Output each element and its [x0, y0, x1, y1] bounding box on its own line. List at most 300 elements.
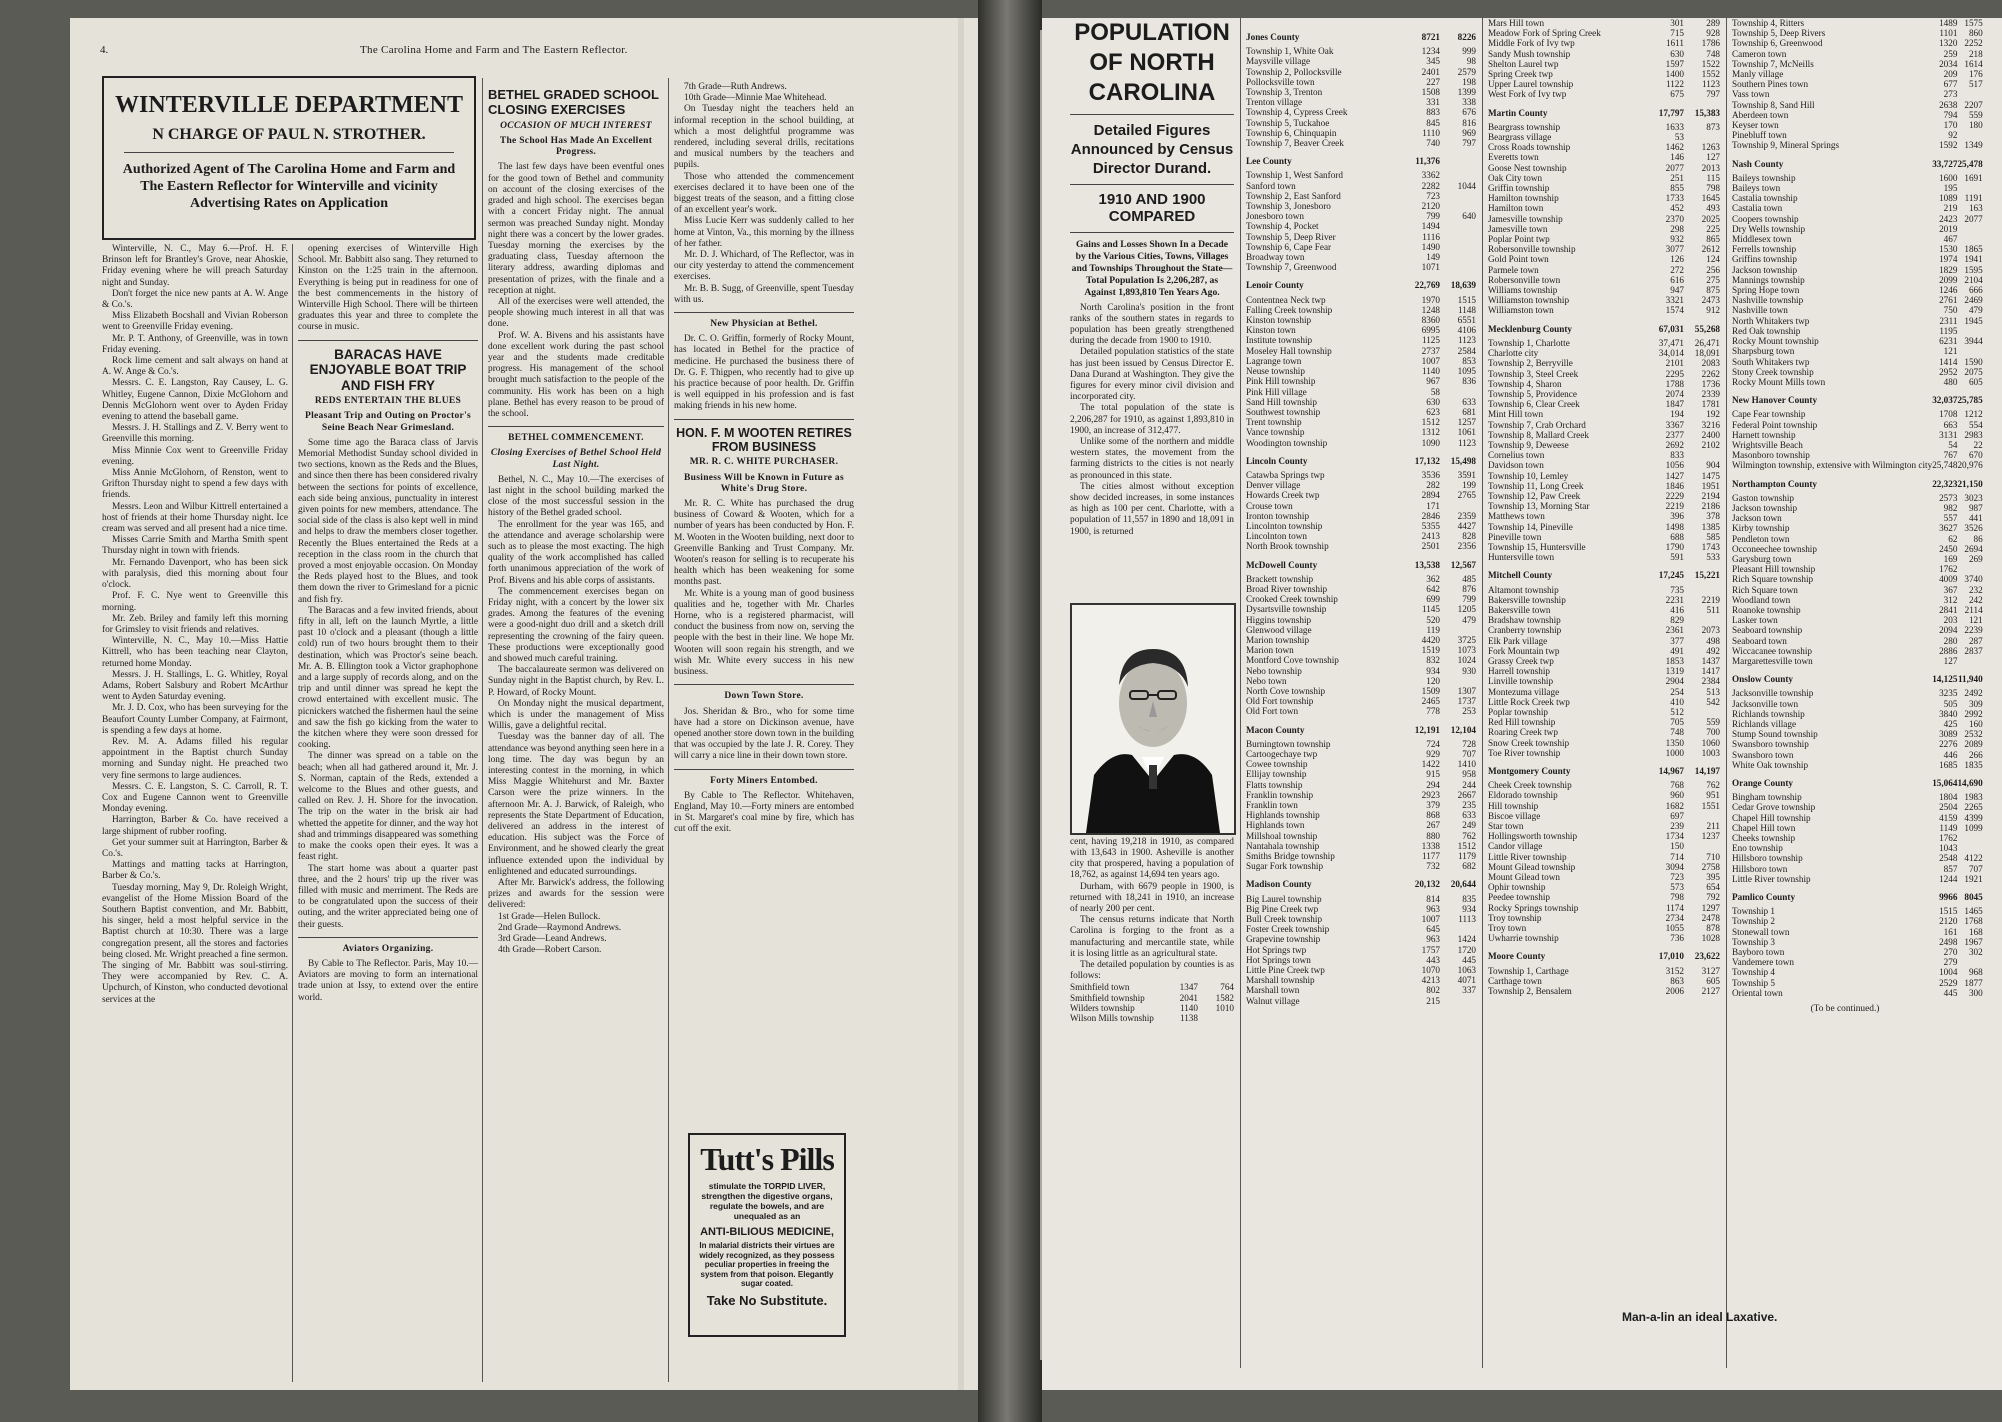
- place-name: Pleasant Hill township: [1732, 564, 1816, 575]
- pop-1910: 2101: [1665, 358, 1684, 369]
- bethel-commencement-headline: BETHEL COMMENCEMENT.: [508, 433, 644, 444]
- township-row: [1246, 107, 1476, 117]
- pop-1910: 748: [1670, 727, 1684, 738]
- pop-1910: 1110: [1422, 127, 1440, 138]
- place-name: Jones County: [1246, 32, 1300, 42]
- winterville-charge: N CHARGE OF PAUL N. STROTHER.: [152, 125, 426, 143]
- paragraph: The commencement exercises began on Friday night, with a concert by the lower six grades. Among the features of the evening were a good-night duo drill and a sketch drill representing the crowning of the fairy queen. These productions were exceptionally good and showed much careful training.: [488, 586, 664, 665]
- pop-1910: 161: [1943, 926, 1958, 937]
- pop-1910: 4213: [1421, 975, 1440, 986]
- pop-1910: 2099: [1939, 274, 1958, 285]
- pop-1900: 554: [1968, 419, 1983, 430]
- pop-1910: 829: [1670, 615, 1684, 626]
- pop-1900: 160: [1968, 719, 1983, 729]
- running-title: The Carolina Home and Farm and The Eastern Reflector.: [360, 44, 628, 56]
- pop-1910: 1494: [1421, 221, 1440, 232]
- pop-1910: 2894: [1421, 490, 1440, 501]
- pop-1910: 2006: [1665, 986, 1684, 997]
- township-row: [1488, 862, 1720, 872]
- township-row: [1246, 531, 1476, 541]
- paragraph: The dinner was spread on a table on the beach; when all had gathered around it, Mr. J. S. Norman, captain of the Reds, extended a welcome to the Blues and other guests, and called on Rev. J. H. Shore for the invocation. The trip on the water in the brisk air had whetted the appetite for dinner, and the way hot shad and trimmings disappeared was something to make the cooks open their eyes. It was a feast right.: [298, 751, 478, 863]
- place-name: Snow Creek township: [1488, 737, 1570, 748]
- pop-1910: 239: [1670, 821, 1684, 832]
- pop-1900: 1691: [1964, 172, 1983, 183]
- place-name: Nebo town: [1246, 675, 1287, 686]
- pop-1910: 814: [1426, 893, 1440, 904]
- township-row: [1246, 356, 1476, 366]
- pop-1910: 2692: [1665, 439, 1684, 450]
- place-name: Township 1, Carthage: [1488, 965, 1569, 976]
- place-name: Big Pine Creek twp: [1246, 903, 1319, 914]
- township-row: [1488, 687, 1720, 697]
- pop-1910: 3536: [1421, 469, 1440, 480]
- pop-1910: 768: [1670, 780, 1684, 791]
- pop-1900: [1440, 148, 1476, 170]
- pop-1910: 32,037: [1932, 395, 1958, 406]
- pop-1900: 958: [1462, 769, 1476, 780]
- pop-1900: 2469: [1964, 295, 1983, 306]
- pop-1910: 934: [1426, 665, 1440, 676]
- place-name: Madison County: [1246, 879, 1312, 890]
- township-row: [1246, 46, 1476, 56]
- pop-1900: 180: [1968, 120, 1983, 131]
- place-name: Township 1, West Sanford: [1246, 170, 1343, 181]
- pop-1910: 11,376: [1415, 156, 1440, 167]
- township-row: [1488, 369, 1720, 379]
- place-name: Township 6, Clear Creek: [1488, 399, 1580, 410]
- divider: [674, 419, 854, 420]
- township-row: [1488, 79, 1720, 89]
- pop-1910: 1101: [1939, 28, 1958, 39]
- place-name: Bradshaw township: [1488, 615, 1561, 626]
- pop-1910: 367: [1943, 584, 1958, 595]
- pop-1900: 1720: [1457, 944, 1476, 955]
- wooten-sub1: MR. R. C. WHITE PURCHASER.: [689, 457, 839, 468]
- place-name: Mount Gilead township: [1488, 861, 1576, 872]
- place-name: Township 15, Huntersville: [1488, 541, 1586, 552]
- pop-1900: 2025: [1701, 213, 1720, 224]
- news-item: Mr. J. D. Cox, who has been surveying for the Beaufort County Lumber Company, at Fairmont, is spending a few days at home.: [102, 703, 288, 736]
- place-name: Little River township: [1732, 873, 1811, 884]
- pop-1900: 2694: [1964, 543, 1983, 554]
- county-total-row: [1246, 148, 1476, 170]
- column-rule: [1240, 18, 1241, 1368]
- pop-1900: [1957, 833, 1982, 843]
- pop-1910: 1007: [1421, 914, 1440, 925]
- pop-1910: 58: [1430, 386, 1440, 397]
- place-name: Castalia town: [1732, 203, 1783, 214]
- place-name: Montgomery County: [1488, 766, 1571, 777]
- place-name: Old Fort town: [1246, 706, 1299, 717]
- place-name: Mitchell County: [1488, 570, 1553, 581]
- pop-1910: 254: [1670, 686, 1684, 697]
- township-row: [1488, 38, 1720, 48]
- pop-1900: 3216: [1701, 419, 1720, 430]
- township-row: [1732, 957, 1983, 967]
- township-row: [1488, 234, 1720, 244]
- pop-1900: [1957, 89, 1982, 99]
- pop-1910: 2841: [1939, 604, 1958, 615]
- pop-1900: 3127: [1701, 965, 1720, 976]
- prize-item: 4th Grade—Robert Carson.: [498, 945, 602, 956]
- township-row: [1732, 38, 1983, 48]
- pop-1910: 677: [1943, 79, 1958, 90]
- pop-1910: 1515: [1939, 906, 1958, 917]
- place-name: Star town: [1488, 821, 1524, 832]
- place-name: Marion town: [1246, 645, 1294, 656]
- pop-1910: 833: [1670, 450, 1684, 461]
- pop-1910: 1122: [1665, 79, 1684, 90]
- pop-1910: 1422: [1421, 759, 1440, 770]
- place-name: Masonboro township: [1732, 450, 1810, 461]
- pop-1900: 1865: [1964, 244, 1983, 255]
- township-row: [1488, 986, 1720, 996]
- pop-1910: 714: [1670, 851, 1684, 862]
- township-row: [1732, 130, 1983, 140]
- place-name: Rich Square town: [1732, 584, 1798, 595]
- county-total-row: [1246, 448, 1476, 470]
- pop-1900: 1060: [1701, 737, 1720, 748]
- county-total-row: [1488, 562, 1720, 584]
- place-name: Lee County: [1246, 156, 1292, 167]
- pop-1910: 1462: [1665, 142, 1684, 153]
- bethel-headline: BETHEL GRADED SCHOOL CLOSING EXERCISES: [488, 87, 659, 117]
- township-row: [1732, 947, 1983, 957]
- township-row: [1488, 338, 1720, 348]
- ad-line2: ANTI-BILIOUS MEDICINE,: [700, 1226, 834, 1238]
- pop-1910: 6231: [1939, 336, 1958, 347]
- place-name: Cameron town: [1732, 48, 1787, 59]
- township-row: [1488, 501, 1720, 511]
- paragraph: North Carolina's position in the front ranks of the southern states in regards to population has been greatly strengthened during the decade from 1900 to 1910.: [1070, 302, 1234, 347]
- place-name: Wilders township: [1070, 1002, 1135, 1013]
- divider: [674, 312, 854, 313]
- county-total-row: [1732, 471, 1983, 493]
- paragraph: The total population of the state is 2,206,287 for 1910, as against 1,893,810 in 1900, an increase of 312,477.: [1070, 403, 1234, 436]
- township-row: [1246, 780, 1476, 790]
- township-row: [1488, 183, 1720, 193]
- pop-1900: 2219: [1701, 594, 1720, 605]
- pop-1910: 929: [1426, 749, 1440, 759]
- place-name: Montford Cove township: [1246, 655, 1339, 666]
- pop-1900: 269: [1968, 553, 1983, 564]
- place-name: Williamston township: [1488, 295, 1570, 306]
- pop-1900: 1063: [1457, 965, 1476, 976]
- township-row: [1488, 244, 1720, 254]
- pop-1900: [1440, 221, 1476, 231]
- pop-1900: 969: [1462, 127, 1476, 138]
- township-row: [1732, 656, 1983, 666]
- township-row: [1246, 97, 1476, 107]
- pop-1910: 17,010: [1658, 951, 1684, 962]
- pop-1910: 505: [1943, 698, 1958, 709]
- place-name: Jamesville town: [1488, 223, 1548, 234]
- township-row: [1488, 872, 1720, 882]
- township-row: [1732, 916, 1983, 926]
- population-article-body: [1070, 303, 1234, 538]
- township-row: [1246, 170, 1476, 180]
- county-total-row: [1246, 717, 1476, 739]
- township-row: [1488, 748, 1720, 758]
- pop-1900: 4122: [1964, 853, 1983, 864]
- place-name: Southwest township: [1246, 406, 1321, 417]
- pop-1900: 1737: [1457, 696, 1476, 707]
- pop-1910: 1846: [1665, 480, 1684, 491]
- township-row: [1732, 214, 1983, 224]
- place-name: Goose Nest township: [1488, 162, 1567, 173]
- place-name: Township 12, Paw Creek: [1488, 490, 1581, 501]
- township-row: [1488, 450, 1720, 460]
- pop-1900: 1877: [1964, 977, 1983, 988]
- place-name: Montezuma village: [1488, 686, 1560, 697]
- pop-1900: [1684, 450, 1720, 460]
- place-name: Institute township: [1246, 335, 1313, 346]
- pop-1910: 1490: [1421, 241, 1440, 252]
- county-total-row: [1488, 100, 1720, 122]
- township-row: [1488, 738, 1720, 748]
- township-row: [1488, 780, 1720, 790]
- township-row: [1732, 89, 1983, 99]
- place-name: Dry Wells township: [1732, 223, 1806, 234]
- place-name: Federal Point township: [1732, 419, 1818, 430]
- pop-1910: 150: [1670, 841, 1684, 852]
- place-name: Township 1, White Oak: [1246, 46, 1334, 57]
- township-row: [1732, 906, 1983, 916]
- pop-1910: 3367: [1665, 419, 1684, 430]
- township-row: [1246, 490, 1476, 500]
- pop-1900: 12,567: [1450, 559, 1476, 570]
- pop-1900: [1440, 191, 1476, 201]
- pop-1910: 467: [1943, 234, 1958, 245]
- pop-1910: 2923: [1421, 789, 1440, 800]
- place-name: Robersonville town: [1488, 274, 1561, 285]
- pop-1910: 20,132: [1414, 879, 1440, 890]
- township-row: [1488, 511, 1720, 521]
- pop-1900: 18,091: [1694, 348, 1720, 359]
- paragraph: On Monday night the musical department, which is under the management of Miss Willis, gave a delightful recital.: [488, 698, 664, 732]
- pop-1900: 1967: [1964, 936, 1983, 947]
- place-name: Altamont township: [1488, 584, 1559, 595]
- township-row: [1732, 750, 1983, 760]
- pop-1900: 493: [1706, 203, 1720, 214]
- pop-1900: 211: [1706, 821, 1720, 832]
- place-name: Bingham township: [1732, 792, 1802, 803]
- place-name: Trent township: [1246, 417, 1302, 428]
- pop-1900: 797: [1462, 138, 1476, 149]
- pop-1900: 1595: [1964, 264, 1983, 275]
- news-item: Messrs. J. H. Stallings and Z. V. Berry went to Greenville this morning.: [102, 423, 288, 445]
- page-edge: [958, 18, 964, 1390]
- news-item: On Tuesday night the teachers held an informal reception in the school building, at which a most delightful programme was rendered, including several drills, recitations and musical numbers by the teachers and pupils.: [674, 104, 854, 171]
- township-row: [1732, 49, 1983, 59]
- news-item: Rock lime cement and salt always on hand at A. W. Ange & Co.'s.: [102, 356, 288, 378]
- county-total-row: [1246, 24, 1476, 46]
- place-name: Aberdeen town: [1732, 109, 1789, 120]
- pop-1900: 762: [1462, 830, 1476, 841]
- county-total-row: [1732, 387, 1983, 409]
- place-name: Rich Square township: [1732, 574, 1814, 585]
- prize-item: 3rd Grade—Leand Andrews.: [498, 934, 607, 945]
- pop-1910: 170: [1943, 120, 1958, 131]
- place-name: Robersonville township: [1488, 244, 1576, 255]
- paragraph: Some time ago the Baraca class of Jarvis Memorial Methodist Sunday school divided in two sections, known as the Reds and the Blues, and since then there has been considered rivalry between the sections for points of excellence, each side being anxious, punctuality in interest given points for new members, attendance. The social side of the class is also kept well in mind and helps to draw the members closer together. Recently the Blues entertained the Reds at a reception in the class room in the church that proved a most enjoyable occasion. On Monday the Reds played host to the Blues, and took them down the river to Grimesland for a picnic and fish fry.: [298, 437, 478, 605]
- pop-1900: 2104: [1964, 274, 1983, 285]
- township-row: [1732, 377, 1983, 387]
- pop-1900: 1399: [1457, 87, 1476, 98]
- township-row: [1246, 655, 1476, 665]
- place-name: Poplar Point twp: [1488, 234, 1550, 245]
- news-item: Mr. D. J. Whichard, of The Reflector, was in our city yesterday to attend the commencement exercises.: [674, 250, 854, 283]
- news-item: Mattings and matting tacks at Harrington, Barber & Co.'s.: [102, 860, 288, 882]
- place-name: Mannings township: [1732, 274, 1805, 285]
- township-row: [1488, 193, 1720, 203]
- pop-1910: 832: [1426, 655, 1440, 666]
- miners-headline: Forty Miners Entombed.: [710, 775, 818, 786]
- place-name: Township 9, Deweese: [1488, 439, 1569, 450]
- pop-1900: 987: [1968, 502, 1983, 513]
- place-name: Red Oak township: [1732, 325, 1801, 336]
- pop-1900: 12,104: [1450, 724, 1476, 735]
- township-row: [1732, 173, 1983, 183]
- news-item: Prof. F. C. Nye went to Greenville this morning.: [102, 591, 288, 613]
- pop-1900: 2265: [1964, 802, 1983, 813]
- township-row: [1246, 335, 1476, 345]
- place-name: Grapevine township: [1246, 934, 1321, 945]
- pop-1900: 853: [1462, 355, 1476, 366]
- place-name: Sugar Fork township: [1246, 861, 1324, 872]
- place-name: Nash County: [1732, 158, 1784, 169]
- news-item: Messrs. C. E. Langston, Ray Causey, L. G. Whitley, Eugene Cannon, Dixie McGlohorn and Dennis McGlohorn went over to Ayden Friday evening to attend the baseball game.: [102, 378, 288, 423]
- township-row: [1732, 595, 1983, 605]
- township-row: [1488, 28, 1720, 38]
- township-row: [1246, 325, 1476, 335]
- pop-1910: 1788: [1665, 378, 1684, 389]
- township-row: [1732, 254, 1983, 264]
- place-name: Cranberry township: [1488, 625, 1562, 636]
- news-item: Miss Lucie Kerr was suddenly called to her home at Vinton, Va., this morning by the illness of her father.: [674, 216, 854, 249]
- pop-1900: 1475: [1701, 470, 1720, 481]
- pop-1900: 168: [1968, 926, 1983, 937]
- winterville-column-2: [298, 244, 478, 1382]
- pop-1900: 605: [1706, 975, 1720, 986]
- pop-1900: 2612: [1701, 244, 1720, 255]
- township-row: [1732, 234, 1983, 244]
- township-row: [1488, 790, 1720, 800]
- durand-portrait: [1070, 603, 1236, 835]
- pop-1910: 149: [1426, 252, 1440, 263]
- township-row: [1732, 729, 1983, 739]
- pop-1910: 2229: [1665, 490, 1684, 501]
- township-row: [1246, 851, 1476, 861]
- pop-1900: 15,383: [1694, 107, 1720, 118]
- divider: [674, 684, 854, 685]
- pop-1900: [1957, 957, 1982, 967]
- place-name: Hot Springs town: [1246, 954, 1311, 965]
- county-total-row: [1488, 758, 1720, 780]
- place-name: Mars Hill town: [1488, 18, 1545, 28]
- township-row: [1246, 666, 1476, 676]
- pop-1910: 3840: [1939, 708, 1958, 719]
- township-row: [1732, 699, 1983, 709]
- pop-1900: 1263: [1701, 142, 1720, 153]
- paragraph: The cities almost without exception show decided increases, in some instances as high as 100 per cent. Charlotte, with a population of 11,557 in 1890 and 18,091 in 1900, is returned: [1070, 481, 1234, 537]
- bethel-sub2: The School Has Made An Excellent Progress.: [499, 136, 653, 158]
- place-name: Vandemere town: [1732, 957, 1794, 968]
- pop-1900: 2837: [1964, 645, 1983, 656]
- compared-headline: 1910 AND 1900 COMPARED: [1098, 191, 1206, 226]
- pop-1910: 623: [1426, 406, 1440, 417]
- pop-1900: 8226: [1457, 32, 1476, 42]
- place-name: Roaring Creek twp: [1488, 727, 1558, 738]
- county-table-tail: [1070, 982, 1234, 1023]
- township-row: [1732, 193, 1983, 203]
- place-name: Smithfield township: [1070, 992, 1145, 1003]
- winterville-masthead: [102, 76, 476, 240]
- pop-1900: 513: [1706, 686, 1720, 697]
- pop-1900: 4427: [1457, 520, 1476, 531]
- pop-1910: 1685: [1939, 759, 1958, 770]
- pop-1910: 2737: [1421, 345, 1440, 356]
- place-name: Charlotte city: [1488, 348, 1539, 359]
- col2-intro: opening exercises of Winterville High School. Mr. Babbitt also sang. They returned to Kinston on the 1:25 train in the afternoon. Everything is being put in readiness for one of the best commencements in the history of Winterville High School. There will be thirteen graduates this year and three to complete the course in music.: [298, 244, 478, 333]
- pop-1900: 1095: [1457, 366, 1476, 377]
- place-name: Lincoln County: [1246, 455, 1308, 466]
- place-name: Marion township: [1246, 634, 1310, 645]
- divider: [674, 769, 854, 770]
- county-column-b: [1246, 24, 1476, 1369]
- township-row: [1488, 707, 1720, 717]
- township-row: [1488, 69, 1720, 79]
- pop-1910: 1248: [1421, 304, 1440, 315]
- pop-1910: 53: [1674, 132, 1684, 143]
- pop-1910: 272: [1670, 264, 1684, 275]
- place-name: Hamilton town: [1488, 203, 1544, 214]
- pop-1910: 6995: [1421, 325, 1440, 336]
- pop-1910: 294: [1426, 779, 1440, 790]
- county-total-row: [1732, 151, 1983, 173]
- place-name: Ironton township: [1246, 510, 1310, 521]
- divider: [488, 426, 664, 427]
- place-name: Sand Hill township: [1246, 396, 1317, 407]
- pop-1900: [1440, 924, 1476, 934]
- pop-1900: 445: [1462, 954, 1476, 965]
- township-row: [1488, 801, 1720, 811]
- pop-1910: 37,471: [1658, 337, 1684, 348]
- pop-1900: 2075: [1964, 366, 1983, 377]
- township-row: [1246, 232, 1476, 242]
- township-row: [1732, 802, 1983, 812]
- prize-item: 1st Grade—Helen Bullock.: [498, 911, 601, 922]
- pop-1900: 605: [1968, 376, 1983, 387]
- place-name: Castalia township: [1732, 193, 1798, 204]
- pop-1910: 1708: [1939, 409, 1958, 420]
- pop-1910: 119: [1426, 624, 1440, 635]
- pop-1900: 930: [1462, 665, 1476, 676]
- township-row: [1246, 417, 1476, 427]
- pop-1900: 249: [1462, 820, 1476, 831]
- pop-1910: 491: [1670, 645, 1684, 656]
- pop-1900: [1684, 132, 1720, 142]
- place-name: Maysville village: [1246, 56, 1311, 67]
- pop-1910: 215: [1426, 995, 1440, 1006]
- pop-1900: 517: [1968, 79, 1983, 90]
- pop-1900: 2584: [1457, 345, 1476, 356]
- place-name: Rocky Mount Mills town: [1732, 376, 1826, 387]
- township-row: [1732, 69, 1983, 79]
- township-row: [1488, 305, 1720, 315]
- township-row: [1488, 717, 1720, 727]
- pop-1910: 1056: [1665, 460, 1684, 471]
